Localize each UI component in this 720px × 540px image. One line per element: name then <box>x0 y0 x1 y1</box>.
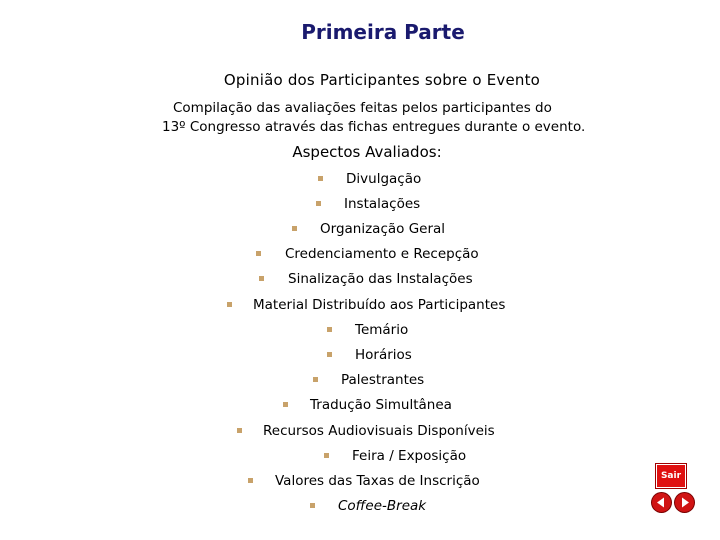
intro-text <box>162 99 622 137</box>
intro-line-1: Compilação das avaliações feitas pelos participantes do <box>173 100 552 116</box>
bullet-icon <box>310 503 315 508</box>
list-item-label: Material Distribuído aos Participantes <box>253 297 506 313</box>
exit-button[interactable]: Sair <box>656 464 686 488</box>
list-item-label: Sinalização das Instalações <box>288 271 473 287</box>
list-item-label: Tradução Simultânea <box>310 397 452 413</box>
list-item-label: Palestrantes <box>341 372 425 388</box>
prev-slide-button[interactable] <box>652 493 671 512</box>
bullet-icon <box>237 428 242 433</box>
section-heading: Aspectos Avaliados: <box>292 143 442 161</box>
page-subtitle: Opinião dos Participantes sobre o Evento <box>223 71 541 89</box>
list-item-label: Temário <box>355 322 409 338</box>
arrow-left-icon <box>652 493 671 512</box>
next-slide-button[interactable] <box>675 493 694 512</box>
bullet-icon <box>292 226 297 231</box>
page-title: Primeira Parte <box>301 20 465 44</box>
bullet-icon <box>248 478 253 483</box>
list-item-label: Divulgação <box>346 171 422 187</box>
bullet-icon <box>259 276 264 281</box>
list-item-label: Organização Geral <box>320 221 446 237</box>
bullet-icon <box>283 402 288 407</box>
bullet-icon <box>313 377 318 382</box>
list-item-label: Coffee-Break <box>338 498 427 514</box>
arrow-right-icon <box>675 493 694 512</box>
list-item-label: Instalações <box>344 196 421 212</box>
list-item-label: Feira / Exposição <box>352 448 467 464</box>
list-item-label: Valores das Taxas de Inscrição <box>275 473 480 489</box>
bullet-icon <box>318 176 323 181</box>
list-item-label: Credenciamento e Recepção <box>285 246 479 262</box>
bullet-icon <box>324 453 329 458</box>
list-item-label: Recursos Audiovisuais Disponíveis <box>263 423 495 439</box>
intro-line-2: 13º Congresso através das fichas entregues durante o evento. <box>162 119 586 135</box>
bullet-icon <box>256 251 261 256</box>
bullet-icon <box>327 327 332 332</box>
bullet-icon <box>327 352 332 357</box>
bullet-icon <box>316 201 321 206</box>
bullet-icon <box>227 302 232 307</box>
list-item-label: Horários <box>355 347 412 363</box>
